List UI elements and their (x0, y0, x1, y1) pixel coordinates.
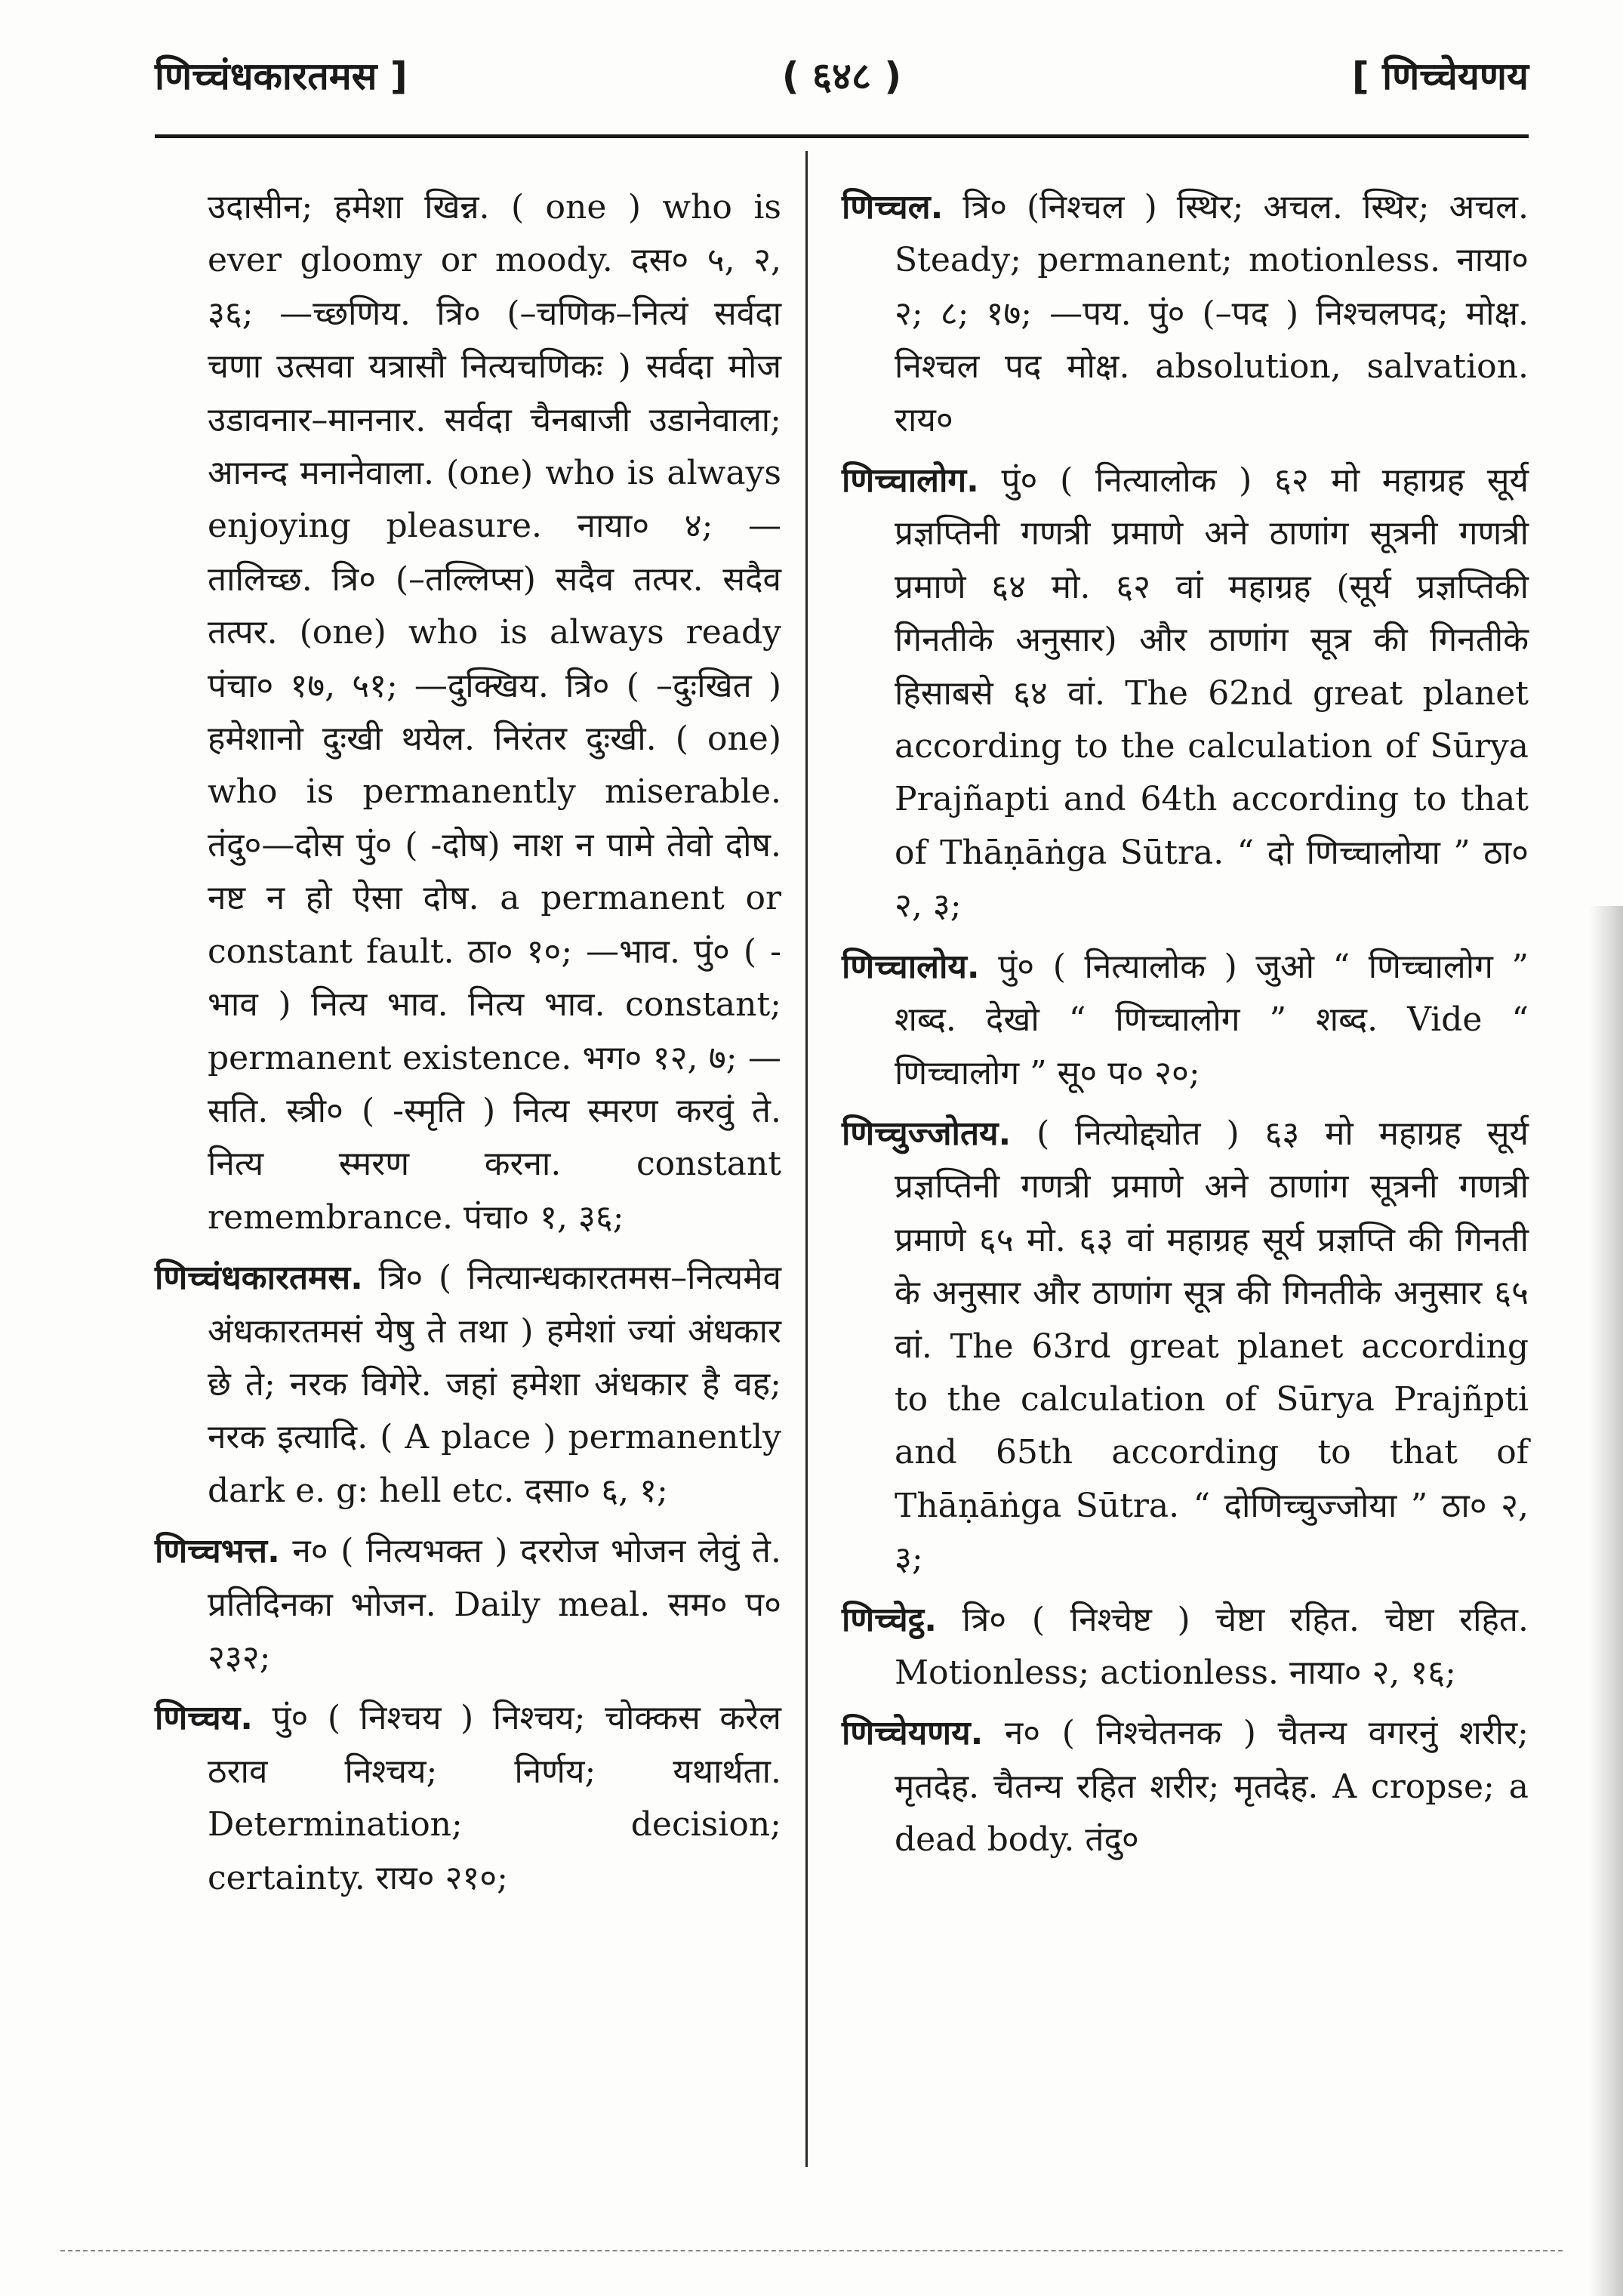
page-number: ( ६४८ ) (781, 54, 902, 98)
entry-headword: णिच्चालोग. (842, 461, 979, 501)
entry-body: त्रि० ( नित्यान्धकारतमस–नित्यमेव अंधकारतमसं येषु ते तथा ) हमेशां ज्यां अंधकार छे ते; नरक विगेरे. जहां हमेशा अंधकार है वह; नरक इत्यादि. ( A place ) permanently dark e. g: hell etc. दसा० ६, १; (208, 1259, 781, 1510)
entry-headword: णिच्चंधकारतमस. (155, 1259, 363, 1298)
entry-body: उदासीन; हमेशा खिन्न. ( one ) who is ever gloomy or moody. दस० ५, २, ३६; —च्छणिय. त्रि० (–चणिक–नित्यं सर्वदा चणा उत्सवा यत्रासौ नित्यचणिकः ) सर्वदा मोज उडावनार–माननार. सर्वदा चैनबाजी उडानेवाला; आनन्द मनानेवाला. (one) who is always enjoying pleasure. नाया० ४; —तालिच्छ. त्रि० (–तल्लिप्स) सदैव तत्पर. सदैव तत्पर. (one) who is always ready पंचा० १७, ५१; —दुक्खिय. त्रि० ( –दुःखित ) हमेशानो दुःखी थयेल. निरंतर दुःखी. ( one) who is permanently miserable. तंदु०—दोस पुं० ( -दोष) नाश न पामे तेवो दोष. नष्ट न हो ऐसा दोष. a permanent or constant fault. ठा० १०; —भाव. पुं० ( -भाव ) नित्य भाव. नित्य भाव. constant; permanent existence. भग० १२, ७; —सति. स्त्री० ( -स्मृति ) नित्य स्मरण करवुं ते. नित्य स्मरण करना. constant remembrance. पंचा० १, ३६; (208, 188, 781, 1237)
entry-body: पुं० ( नित्यालोक ) ६२ मो महाग्रह सूर्य प्रज्ञप्तिनी गणत्री प्रमाणे अने ठाणांग सूत्रनी गणत्री प्रमाणे ६४ मो. ६२ वां महाग्रह (सूर्य प्रज्ञप्तिकी गिनतीके अनुसार) और ठाणांग सूत्र की गिनतीके हिसाबसे ६४ वां. The 62nd great planet according to the calculation of Sūrya Prajñapti and 64th according to that of Thāṇāṅga Sūtra. “ दो णिच्चालोया ” ठा० २, ३; (895, 461, 1529, 926)
right-column (842, 181, 1529, 1875)
entry-headword: णिच्चय. (155, 1699, 253, 1738)
header-rule (155, 134, 1529, 138)
entry-body: पुं० ( नित्यालोक ) जुओ “ णिच्चालोग ” शब्द. देखो “ णिच्चालोग ” शब्द. Vide “ णिच्चालोग ” सू० प० २०; (895, 947, 1529, 1093)
entry-body: ( नित्योद्द्योत ) ६३ मो महाग्रह सूर्य प्रज्ञप्तिनी गणत्री प्रमाणे अने ठाणांग सूत्रनी गणत्री प्रमाणे ६५ मो. ६३ वां महाग्रह सूर्य प्रज्ञप्ति की गिनती के अनुसार और ठाणांग सूत्र की गिनतीके अनुसार ६५ वां. The 63rd great planet according to the calculation of Sūrya Prajñpti and 65th according to that of Thāṇāṅga Sūtra. “ दोणिच्चुज्जोया ” ठा० २, ३; (895, 1114, 1529, 1579)
page-header (155, 42, 1529, 109)
dictionary-entry (155, 1692, 781, 1905)
header-left-guideword: णिच्चंधकारतमस ] (155, 54, 408, 98)
entry-headword: णिच्चेयणय. (842, 1714, 984, 1753)
left-column (155, 181, 781, 1912)
scan-edge-shadow (1589, 906, 1623, 2296)
entry-body: त्रि० (निश्चल ) स्थिर; अचल. स्थिर; अचल. Steady; permanent; motionless. नाया० २; ८; १७; —पय. पुं० (–पद ) निश्चलपद; मोक्ष. निश्चल पद मोक्ष. absolution, salvation. राय० (895, 188, 1529, 439)
entry-headword: णिच्चालोय. (842, 947, 980, 986)
entry-headword: णिच्चेट्ठ. (842, 1600, 937, 1639)
dictionary-entry (842, 1108, 1529, 1586)
entry-headword: णिच्चल. (842, 188, 944, 227)
entry-body: त्रि० ( निश्चेष्ट ) चेष्टा रहित. चेष्टा रहित. Motionless; actionless. नाया० २, १६; (895, 1600, 1529, 1692)
dictionary-entry (842, 1594, 1529, 1700)
entry-headword: णिच्चभत्त. (155, 1532, 280, 1571)
column-divider (805, 151, 808, 2167)
page-bottom-edge (60, 2250, 1563, 2251)
dictionary-entry (155, 1252, 781, 1518)
dictionary-entry (842, 941, 1529, 1100)
entry-body: पुं० ( निश्चय ) निश्चय; चोक्कस करेल ठराव निश्चय; निर्णय; यथार्थता. Determination; decision; certainty. राय० २१०; (208, 1699, 781, 1897)
header-right-guideword: [ णिच्चेयणय (1351, 54, 1529, 98)
dictionary-entry (155, 181, 781, 1244)
dictionary-entry (842, 455, 1529, 933)
dictionary-entry (842, 1707, 1529, 1866)
entry-body: न० ( निश्चेतनक ) चैतन्य वगरनुं शरीर; मृतदेह. चैतन्य रहित शरीर; मृतदेह. A cropse; a dead body. तंदु० (895, 1714, 1529, 1860)
entry-headword: णिच्चुज्जोतय. (842, 1114, 1012, 1153)
dictionary-entry (842, 181, 1529, 447)
dictionary-entry (155, 1525, 781, 1684)
entry-body: न० ( नित्यभक्त ) दररोज भोजन लेवुं ते. प्रतिदिनका भोजन. Daily meal. सम० प० २३२; (208, 1532, 781, 1677)
